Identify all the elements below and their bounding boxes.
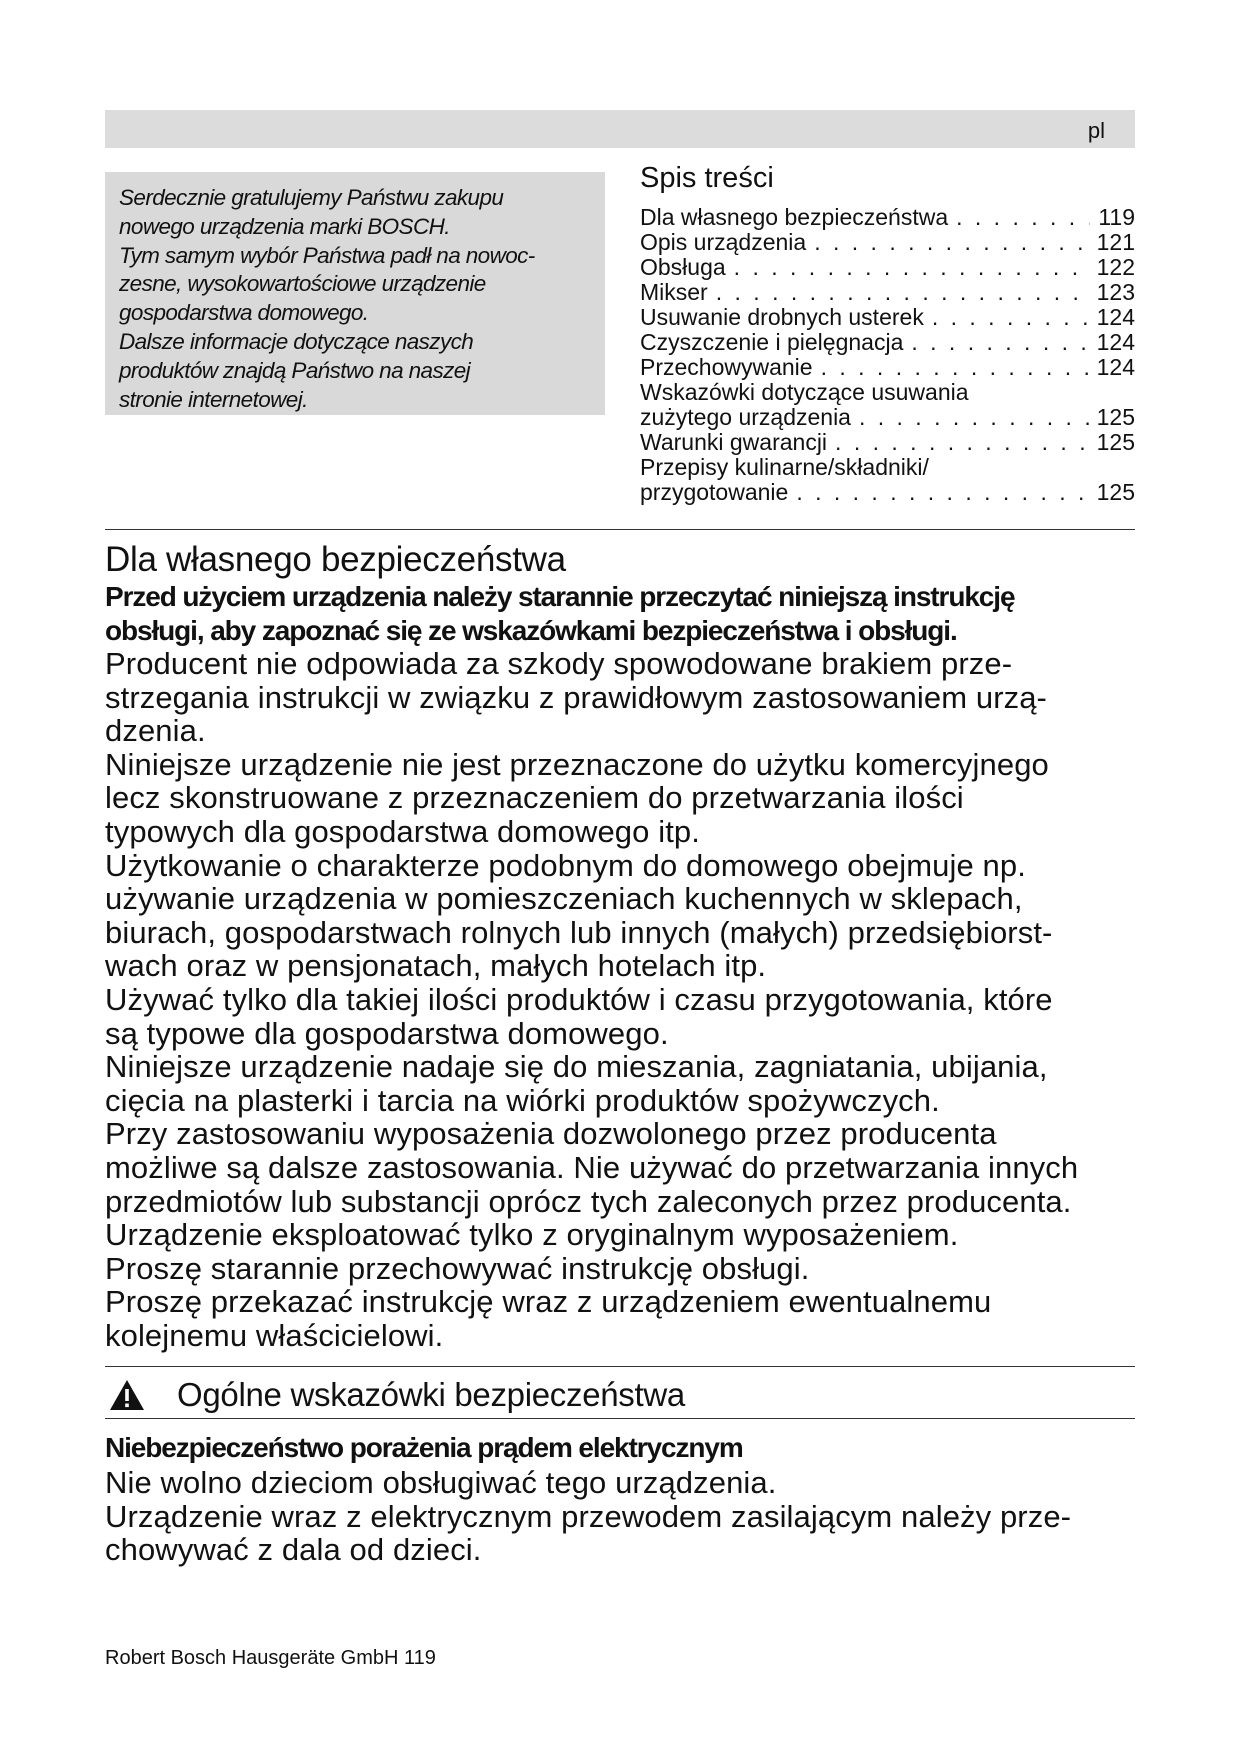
toc-leader-dots xyxy=(821,355,1089,380)
toc-entry[interactable] xyxy=(640,455,1135,505)
toc-entry[interactable] xyxy=(640,330,1135,355)
electric-shock-body: Nie wolno dzieciom obsługiwać tego urządzenia. Urządzenie wraz z elektrycznym przewodem zasilającym należy prze- chowywać z dala od dzieci. xyxy=(105,1465,1072,1568)
toc-leader-dots xyxy=(716,280,1089,305)
toc-leader-dots xyxy=(859,405,1089,430)
toc-entry-label-line1: Wskazówki dotyczące usuwania xyxy=(640,379,969,405)
toc-entry-page: 125 xyxy=(1096,479,1135,505)
toc-entry-page: 124 xyxy=(1096,354,1135,380)
toc-entry[interactable] xyxy=(640,230,1135,255)
toc-leader-dots xyxy=(956,205,1090,230)
page-footer: Robert Bosch Hausgeräte GmbH 119 xyxy=(105,1647,436,1669)
general-safety-heading xyxy=(105,1375,1135,1415)
toc-entry[interactable] xyxy=(640,380,1135,430)
section-divider xyxy=(105,1418,1135,1419)
toc-leader-dots xyxy=(911,330,1088,355)
general-safety-title: Ogólne wskazówki bezpieczeństwa xyxy=(177,1376,685,1413)
safety-body-text: Producent nie odpowiada za szkody spowodowane brakiem prze- strzegania instrukcji w związku z prawidłowym zastosowaniem urzą- dzenia. Niniejsze urządzenie nie jest przeznaczone do użytku komercyjnego lecz skonstruowane z przeznaczeniem do przetwarzania ilości typowych dla gospodarstwa domowego itp. Użytkowanie o charakterze podobnym do domowego obejmuje np. używanie urządzenia w pomieszczeniach kuchennych w sklepach, biurach, gospodarstwach rolnych lub innych (małych) przedsiębiorst- wach oraz w pensjonatach, małych hotelach itp. Używać tylko dla takiej ilości produktów i czasu przygotowania, które są typowe dla gospodarstwa domowego. Niniejsze urządzenie nadaje się do mieszania, zagniatania, ubijania, cięcia na plasterki i tarcia na wiórki produktów spożywczych. Przy zastosowaniu wyposażenia dozwolonego przez producenta możliwe są dalsze zastosowania. Nie używać do przetwarzania innych przedmiotów lub substancji oprócz tych zaleconych przez producenta. Urządzenie eksploatować tylko z oryginalnym wyposażeniem. Proszę starannie przechowywać instrukcję obsługi. Proszę przekazać instrukcję wraz z urządzeniem ewentualnemu kolejnemu właścicielowi. xyxy=(105,646,1079,1353)
toc-title: Spis treści xyxy=(640,162,774,194)
toc-entry-label: przygotowanie xyxy=(640,479,789,505)
toc-entry[interactable] xyxy=(640,355,1135,380)
toc-entry-label: Przechowywanie xyxy=(640,354,813,380)
toc-entry-page: 124 xyxy=(1096,304,1135,330)
section-title-safety: Dla własnego bezpieczeństwa xyxy=(105,540,566,579)
table-of-contents xyxy=(640,162,1135,505)
toc-entry[interactable] xyxy=(640,255,1135,280)
toc-entry[interactable] xyxy=(640,430,1135,455)
toc-entry[interactable] xyxy=(640,280,1135,305)
toc-entry-page: 119 xyxy=(1098,204,1135,230)
safety-intro-bold: Przed użyciem urządzenia należy starannie przeczytać niniejszą instrukcję obsługi, aby zapoznać się ze wskazówkami bezpieczeństwa i obsługi. xyxy=(105,581,1015,646)
toc-leader-dots xyxy=(835,430,1089,455)
language-code: pl xyxy=(1087,118,1105,143)
toc-entry-label: Obsługa xyxy=(640,254,726,280)
welcome-box xyxy=(105,172,605,415)
toc-entry-label: zużytego urządzenia xyxy=(640,404,851,430)
toc-entry-label: Opis urządzenia xyxy=(640,229,807,255)
welcome-text: Serdecznie gratulujemy Państwu zakupu nowego urządzenia marki BOSCH. Tym samym wybór Państwa padł na nowoc- zesne, wysokowartościowe urządzenie gospodarstwa domowego. Dalsze informacje dotyczące naszych produktów znajdą Państwo na naszej stronie internetowej. xyxy=(119,185,535,412)
toc-entry-label-line1: Przepisy kulinarne/składniki/ xyxy=(640,454,929,480)
warning-triangle-icon xyxy=(109,1379,145,1411)
language-header-bar xyxy=(105,110,1135,148)
section-divider xyxy=(105,1366,1135,1367)
electric-shock-heading: Niebezpieczeństwo porażenia prądem elektrycznym xyxy=(105,1432,743,1463)
toc-entry-page: 121 xyxy=(1096,229,1135,255)
toc-entry-page: 125 xyxy=(1096,429,1135,455)
toc-entry[interactable] xyxy=(640,305,1135,330)
toc-entry-label: Mikser xyxy=(640,279,708,305)
toc-entry[interactable] xyxy=(640,205,1135,230)
toc-entry-label: Dla własnego bezpieczeństwa xyxy=(640,204,949,230)
toc-entry-page: 124 xyxy=(1096,329,1135,355)
toc-leader-dots xyxy=(932,305,1089,330)
toc-leader-dots xyxy=(814,230,1088,255)
toc-leader-dots xyxy=(796,480,1088,505)
toc-entry-page: 123 xyxy=(1096,279,1135,305)
toc-entry-page: 122 xyxy=(1096,254,1135,280)
toc-entry-label: Czyszczenie i pielęgnacja xyxy=(640,329,904,355)
toc-entry-label: Warunki gwarancji xyxy=(640,429,828,455)
section-divider xyxy=(105,529,1135,530)
toc-entry-page: 125 xyxy=(1096,404,1135,430)
toc-entry-label: Usuwanie drobnych usterek xyxy=(640,304,924,330)
toc-leader-dots xyxy=(734,255,1089,280)
